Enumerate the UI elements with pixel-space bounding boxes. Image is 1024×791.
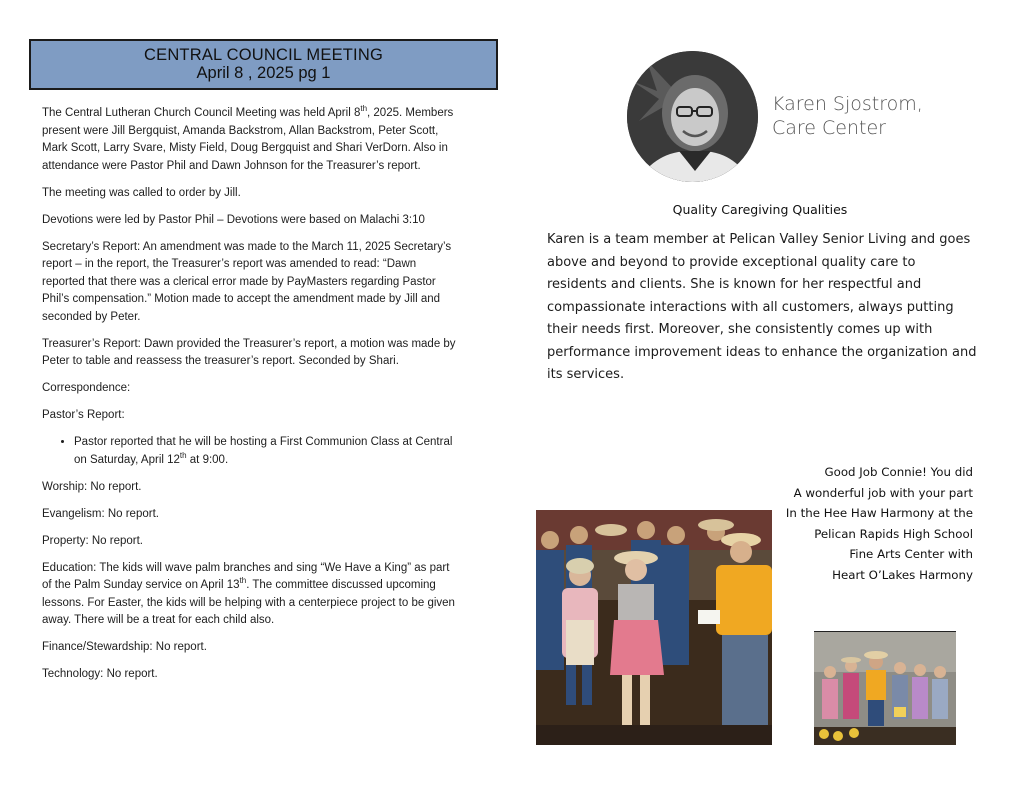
correspondence: Correspondence: xyxy=(42,382,131,394)
spotlight-heading: Quality Caregiving Qualities xyxy=(672,202,848,217)
hee-haw-performance-photo xyxy=(536,510,772,745)
pastor-report-heading: Pastor’s Report: xyxy=(42,409,125,421)
connie-line-6: Heart O’Lakes Harmony xyxy=(832,567,973,582)
spotlight-body: Karen is a team member at Pelican Valley Senior Living and goes above and beyond to provide exceptional quality care to residents and clients. She is known for her respectful and compassionate interactions with all customers, always putting their needs first. Moreover, she consistently comes up with performance improvement ideas to enhance the organization and its services. xyxy=(547,232,977,382)
treasurer-report: Treasurer’s Report: Dawn provided the Treasurer’s report, a motion was made by Peter to table and reassess the treasurer’s report. Seconded by Shari. xyxy=(42,337,456,367)
karen-name-label: Karen Sjostrom, Care Center xyxy=(772,93,923,139)
connie-line-4: Pelican Rapids High School xyxy=(814,526,973,541)
worship-report: Worship: No report. xyxy=(42,480,142,493)
devotions: Devotions were led by Pastor Phil – Devotions were based on Malachi 3:10 xyxy=(42,213,425,226)
meeting-header xyxy=(29,39,498,90)
connie-line-5: Fine Arts Center with xyxy=(849,547,973,561)
meeting-title: CENTRAL COUNCIL MEETING xyxy=(144,46,383,64)
connie-note xyxy=(760,462,973,585)
meeting-date: April 8 , 2025 pg 1 xyxy=(196,64,331,82)
education-report: Education: The kids will wave palm branches and sing “We Have a King” as part of the Palm Sunday service on April 13th. The committee discussed upcoming lessons. For Easter, the kids will be helping with a centerpiece project to be given away. There will be a treat for each child also. xyxy=(42,561,455,626)
connie-line-2: A wonderful job with your part xyxy=(793,485,973,500)
connie-line-3: In the Hee Haw Harmony at the xyxy=(785,506,973,520)
evangelism-report: Evangelism: No report. xyxy=(42,507,159,520)
meeting-minutes xyxy=(42,105,462,693)
attendance-paragraph: The Central Lutheran Church Council Meeting was held April 8th, 2025. Members present were Jill Bergquist, Amanda Backstrom, Allan Backstrom, Peter Scott, Mark Scott, Larry Svare, Misty Field, Doug Bergquist and Shari VerDorn. Also in attendance were Pastor Phil and Dawn Johnson for the Treasurer’s report. xyxy=(42,104,454,172)
finance-report: Finance/Stewardship: No report. xyxy=(42,641,207,653)
group-photo xyxy=(814,631,956,745)
property-report: Property: No report. xyxy=(42,534,143,547)
list-item: • Pastor reported that he will be hosting a First Communion Class at Central on Saturday, April 12th at 9:00. xyxy=(74,434,462,469)
pastor-report-list xyxy=(42,434,462,469)
technology-report: Technology: No report. xyxy=(42,668,158,680)
secretary-report: Secretary’s Report: An amendment was made to the March 11, 2025 Secretary’s report – in the report, the Treasurer’s report was amended to read: “Dawn reported that there was a clerical error made by PayMasters regarding Pastor Phil’s compensation.” Motion made to accept the amendment made by Jill and seconded by Peter. xyxy=(42,240,452,323)
call-to-order: The meeting was called to order by Jill. xyxy=(42,186,241,199)
connie-line-1: Good Job Connie! You did xyxy=(824,465,973,479)
